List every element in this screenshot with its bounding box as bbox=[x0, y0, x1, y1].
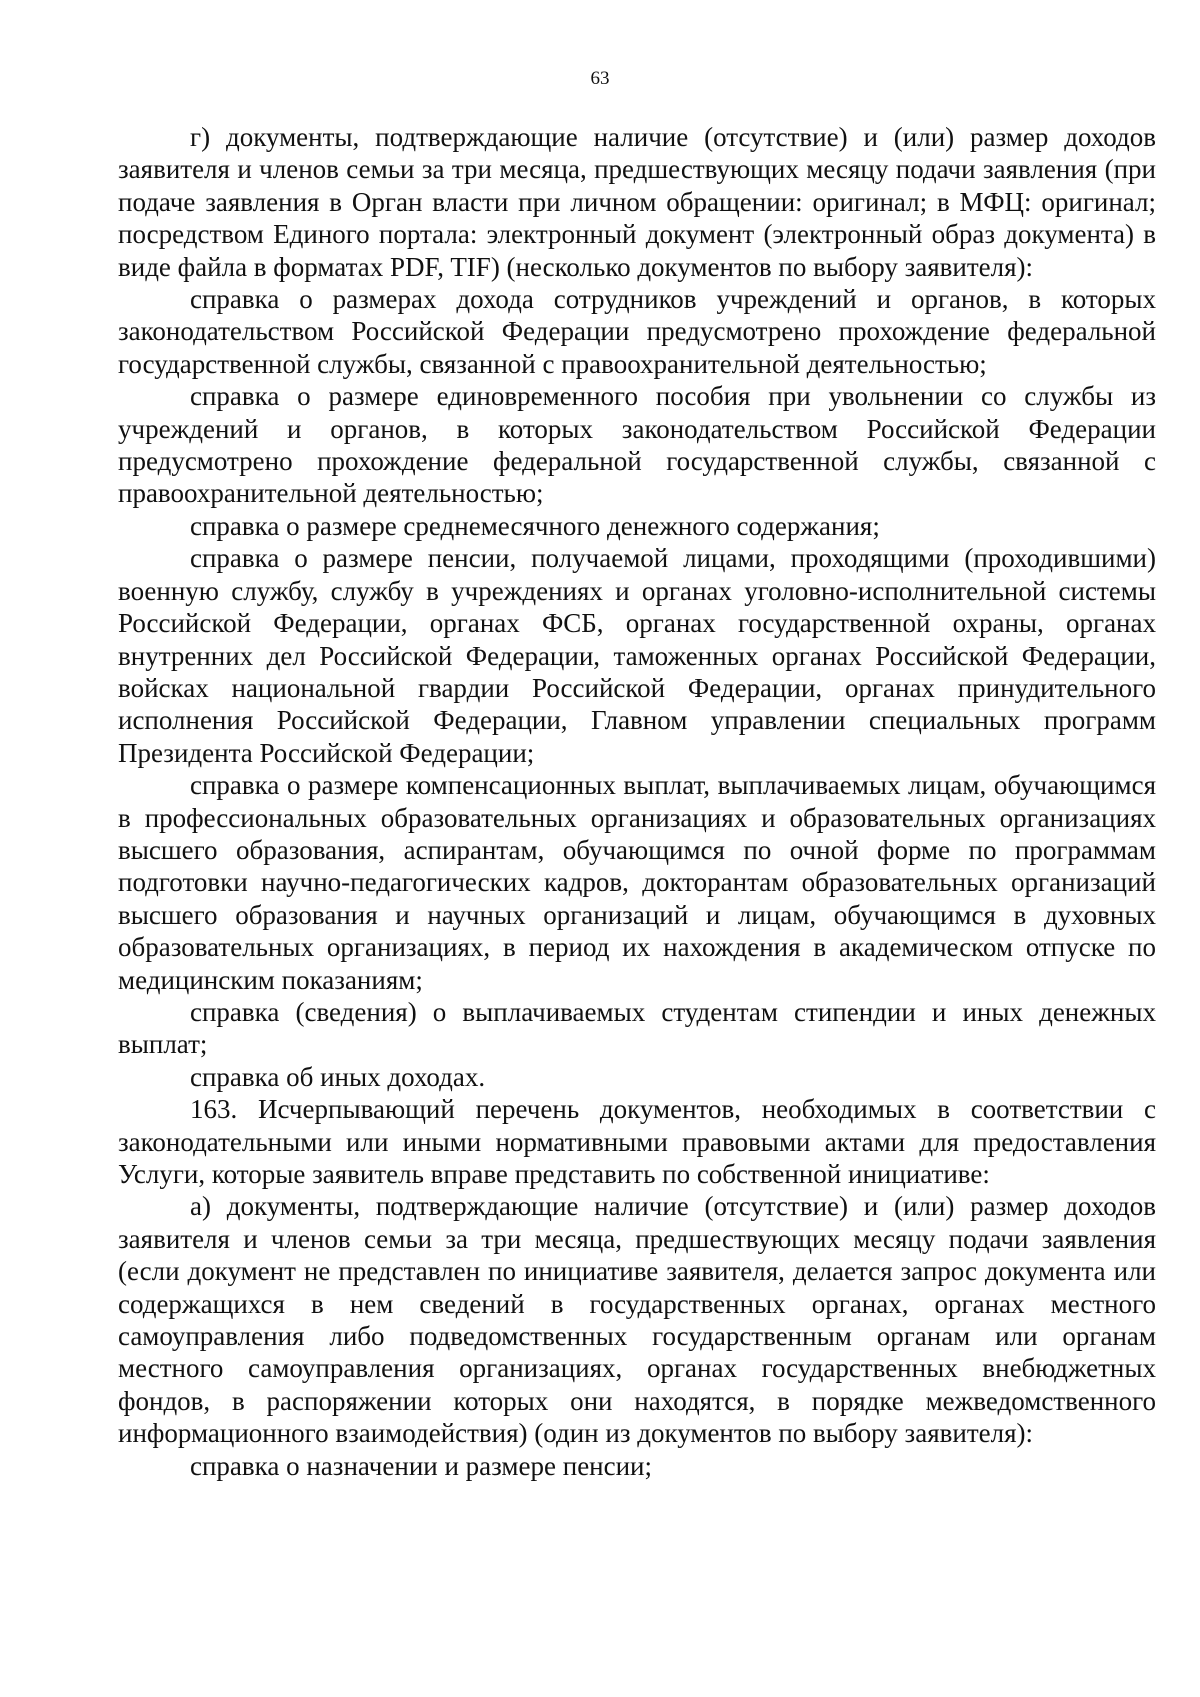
paragraph-item-g-income-documents: г) документы, подтверждающие наличие (отсутствие) и (или) размер доходов заявителя и членов семьи за три месяца, предшествующих месяцу подачи заявления (при подаче заявления в Орган власти при личном обращении: оригинал; в МФЦ: оригинал; посредством Единого портала: электронный документ (электронный образ документа) в виде файла в форматах PDF, TIF) (несколько документов по выбору заявителя): bbox=[118, 122, 1156, 282]
paragraph-average-monthly-allowance-certificate: справка о размере среднемесячного денежного содержания; bbox=[190, 510, 880, 541]
paragraph-item-a-income-documents: а) документы, подтверждающие наличие (отсутствие) и (или) размер доходов заявителя и членов семьи за три месяца, предшествующих месяцу подачи заявления (если документ не представлен по инициативе заявителя, делается запрос документа или содержащихся в нем сведений в государственных органах, органах местного самоуправления либо подведомственных государственным органам или органам местного самоуправления организациях, органах государственных внебюджетных фондов, в распоряжении которых они находятся, в порядке межведомственного информационного взаимодействия) (один из документов по выбору заявителя): bbox=[118, 1191, 1156, 1449]
document-body bbox=[118, 121, 1156, 1482]
paragraph-military-pension-certificate: справка о размере пенсии, получаемой лицами, проходящими (проходившими) военную службу, службу в учреждениях и органах уголовно-исполнительной системы Российской Федерации, органах ФСБ, органах государственной охраны, органах внутренних дел Российской Федерации, таможенных органах Российской Федерации, войсках национальной гвардии Российской Федерации, органах принудительного исполнения Российской Федерации, Главном управлении специальных программ Президента Российской Федерации; bbox=[118, 543, 1156, 768]
paragraph-item-163-optional-documents: 163. Исчерпывающий перечень документов, необходимых в соответствии с законодательными или иными нормативными правовыми актами для предоставления Услуги, которые заявитель вправе представить по собственной инициативе: bbox=[118, 1094, 1156, 1189]
paragraph-pension-assignment-certificate: справка о назначении и размере пенсии; bbox=[190, 1450, 653, 1481]
paragraph-other-income-certificate: справка об иных доходах. bbox=[190, 1061, 486, 1092]
paragraph-law-enforcement-income-certificate: справка о размерах дохода сотрудников учреждений и органов, в которых законодательством Российской Федерации предусмотрено прохождение федеральной государственной службы, связанной с правоохранительной деятельностью; bbox=[118, 284, 1156, 379]
page-number: 63 bbox=[590, 68, 610, 89]
paragraph-severance-allowance-certificate: справка о размере единовременного пособия при увольнении со службы из учреждений и органов, в которых законодательством Российской Федерации предусмотрено прохождение федеральной государственной службы, связанной с правоохранительной деятельностью; bbox=[118, 381, 1156, 509]
paragraph-student-stipend-certificate: справка (сведения) о выплачиваемых студентам стипендии и иных денежных выплат; bbox=[118, 996, 1156, 1060]
paragraph-compensation-payments-certificate: справка о размере компенсационных выплат, выплачиваемых лицам, обучающимся в профессиональных образовательных организациях и образовательных организациях высшего образования, аспирантам, обучающимся по очной форме по программам подготовки научно-педагогических кадров, докторантам образовательных организаций высшего образования и научных организаций и лицам, обучающимся в духовных образовательных организациях, в период их нахождения в академическом отпуске по медицинским показаниям; bbox=[118, 770, 1156, 995]
